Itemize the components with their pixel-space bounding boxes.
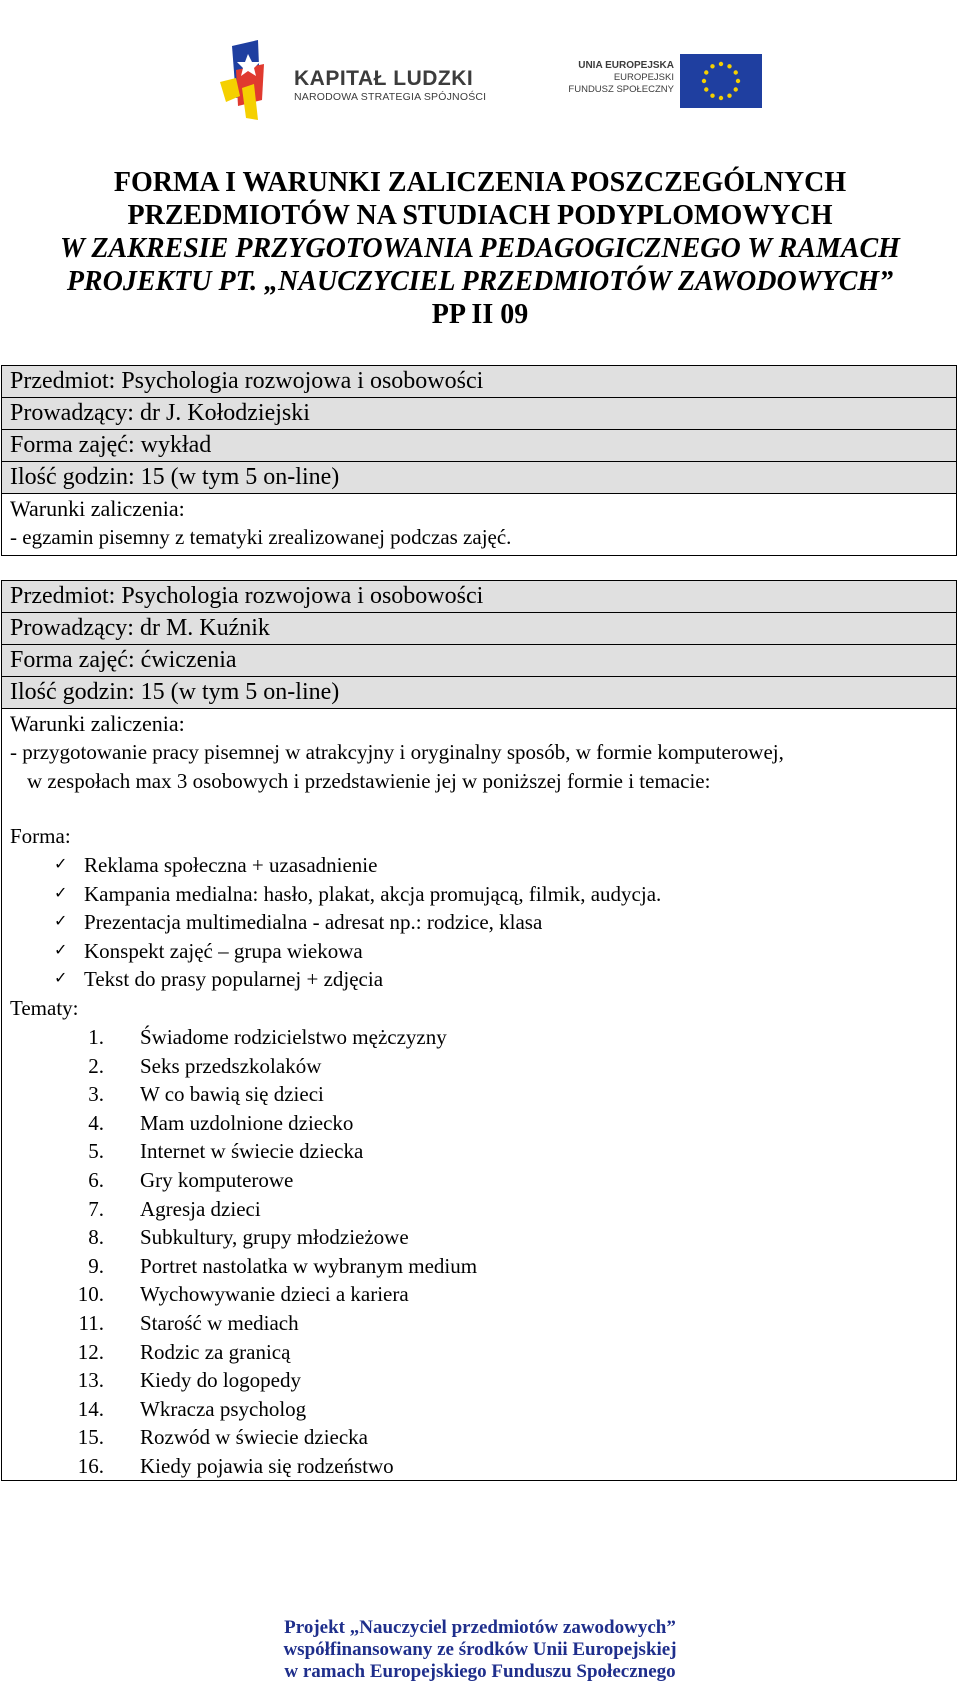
checkmark-icon: ✓: [54, 884, 68, 902]
topic-item: [2, 1252, 956, 1281]
topic-number: 8.: [88, 1225, 104, 1250]
eu-star-icon: [704, 70, 708, 74]
topic-item: [2, 1452, 956, 1481]
topic-item: [2, 1166, 956, 1195]
topic-text: Internet w świecie dziecka: [140, 1139, 364, 1164]
topic-item: [2, 1395, 956, 1424]
topic-number: 4.: [88, 1110, 104, 1135]
footer: [0, 1617, 960, 1683]
checkmark-icon: ✓: [54, 856, 68, 873]
eu-logo: [566, 54, 766, 108]
form-item-text: Reklama społeczna + uzasadnienie: [84, 853, 378, 877]
eu-flag-icon: [680, 54, 762, 108]
topic-number: 7.: [88, 1196, 104, 1221]
topic-item: [2, 1366, 956, 1395]
topic-item: [2, 1052, 956, 1081]
topic-text: Świadome rodzicielstwo mężczyzny: [140, 1024, 447, 1049]
footer-line2: współfinansowany ze środków Unii Europejskiej: [283, 1639, 677, 1660]
topic-number: 13.: [77, 1368, 104, 1393]
eu-star-icon: [727, 64, 731, 68]
course2-conditions-line1: - przygotowanie pracy pisemnej w atrakcyjny i oryginalny sposób, w formie komputerowej,: [10, 740, 784, 764]
eu-star-icon: [702, 79, 706, 83]
course1-subject: Przedmiot: Psychologia rozwojowa i osobowości: [2, 366, 956, 398]
eu-line3: FUNDUSZ SPOŁECZNY: [568, 84, 674, 95]
topic-item: [2, 1280, 956, 1309]
title-line3: W ZAKRESIE PRZYGOTOWANIA PEDAGOGICZNEGO W RAMACH: [60, 233, 900, 264]
course2-form: Forma zajęć: ćwiczenia: [2, 645, 956, 677]
course-box-2: [1, 580, 957, 1481]
course1-conditions: - egzamin pisemny z tematyki zrealizowanej podczas zajęć.: [10, 525, 512, 549]
topic-text: Agresja dzieci: [140, 1196, 261, 1221]
topic-text: Gry komputerowe: [140, 1167, 294, 1192]
forms-list: [2, 851, 956, 994]
course2-tematy-label: Tematy:: [10, 995, 79, 1020]
eu-text: [566, 60, 674, 96]
topic-number: 2.: [88, 1053, 104, 1078]
topic-text: Wychowywanie dzieci a kariera: [140, 1282, 409, 1307]
title-line2: PRZEDMIOTÓW NA STUDIACH PODYPLOMOWYCH: [127, 200, 833, 231]
checkmark-icon: ✓: [54, 970, 68, 988]
course2-subject: Przedmiot: Psychologia rozwojowa i osobowości: [2, 581, 956, 613]
topic-item: [2, 1195, 956, 1224]
topic-item: [2, 1080, 956, 1109]
course2-forma-label: Forma:: [10, 824, 71, 848]
course1-conditions-label: Warunki zaliczenia:: [10, 496, 185, 521]
topic-item: [2, 1023, 956, 1052]
form-item-text: Tekst do prasy popularnej + zdjęcia: [84, 967, 384, 992]
form-item-text: Prezentacja multimedialna - adresat np.: rodzice, klasa: [84, 910, 543, 935]
course2-conditions-line2: w zespołach max 3 osobowych i przedstawienie jej w poniższej formie i temacie:: [27, 769, 711, 793]
form-item: [2, 908, 956, 937]
topic-text: Subkultury, grupy młodzieżowe: [140, 1225, 409, 1250]
eu-star-icon: [734, 70, 738, 74]
topic-number: 16.: [77, 1453, 104, 1478]
kapital-ludzki-text: [294, 68, 486, 104]
kapital-ludzki-subtitle: NARODOWA STRATEGIA SPÓJNOŚCI: [294, 91, 487, 103]
form-item: [2, 965, 956, 994]
page-title: [20, 166, 940, 331]
kapital-ludzki-mark-icon: [218, 40, 278, 120]
topic-text: Rozwód w świecie dziecka: [140, 1425, 368, 1450]
header-logos: [0, 40, 960, 120]
course-box-1: [1, 365, 957, 556]
topic-text: Mam uzdolnione dziecko: [140, 1110, 354, 1135]
topic-text: Kiedy pojawia się rodzeństwo: [140, 1453, 394, 1478]
kapital-ludzki-logo: [218, 40, 498, 120]
topic-number: 11.: [78, 1310, 104, 1335]
topic-number: 15.: [77, 1425, 104, 1450]
course2-teacher: Prowadzący: dr M. Kuźnik: [2, 613, 956, 645]
topic-number: 1.: [88, 1024, 104, 1049]
topic-item: [2, 1137, 956, 1166]
course2-hours: Ilość godzin: 15 (w tym 5 on-line): [2, 677, 956, 709]
topic-text: Kiedy do logopedy: [140, 1368, 301, 1393]
topic-text: W co bawią się dzieci: [140, 1082, 324, 1107]
eu-star-icon: [704, 87, 708, 91]
topic-number: 5.: [88, 1139, 104, 1164]
eu-line1: UNIA EUROPEJSKA: [578, 60, 674, 71]
checkmark-icon: ✓: [54, 913, 68, 931]
topic-item: [2, 1109, 956, 1138]
form-item: [2, 880, 956, 909]
eu-star-icon: [727, 94, 731, 98]
topic-item: [2, 1423, 956, 1452]
form-item-text: Kampania medialna: hasło, plakat, akcja promującą, filmik, audycja.: [84, 881, 662, 906]
title-line4: PROJEKTU PT. „NAUCZYCIEL PRZEDMIOTÓW ZAWODOWYCH”: [66, 266, 894, 297]
topic-number: 9.: [88, 1253, 104, 1278]
topic-number: 14.: [77, 1396, 104, 1421]
title-line1: FORMA I WARUNKI ZALICZENIA POSZCZEGÓLNYCH: [113, 167, 847, 198]
course1-hours: Ilość godzin: 15 (w tym 5 on-line): [2, 462, 956, 494]
course2-conditions-label: Warunki zaliczenia:: [10, 711, 185, 736]
topic-number: 3.: [88, 1082, 104, 1107]
form-item: [2, 851, 956, 880]
footer-line3: w ramach Europejskiego Funduszu Społecznego: [284, 1661, 676, 1682]
eu-star-icon: [710, 94, 714, 98]
topics-list: [2, 1023, 956, 1481]
topic-text: Seks przedszkolaków: [140, 1053, 322, 1078]
course1-teacher: Prowadzący: dr J. Kołodziejski: [2, 398, 956, 430]
title-line5: PP II 09: [431, 299, 529, 330]
eu-star-icon: [719, 96, 723, 100]
topic-number: 6.: [88, 1167, 104, 1192]
topic-number: 12.: [77, 1339, 104, 1364]
eu-star-icon: [734, 87, 738, 91]
topic-item: [2, 1338, 956, 1367]
topic-text: Portret nastolatka w wybranym medium: [140, 1253, 478, 1278]
form-item-text: Konspekt zajęć – grupa wiekowa: [84, 938, 363, 963]
footer-line1: Projekt „Nauczyciel przedmiotów zawodowych”: [284, 1617, 676, 1638]
topic-text: Starość w mediach: [140, 1310, 299, 1335]
form-item: [2, 937, 956, 966]
topic-number: 10.: [77, 1282, 104, 1307]
topic-text: Rodzic za granicą: [140, 1339, 291, 1364]
topic-item: [2, 1309, 956, 1338]
checkmark-icon: ✓: [54, 941, 68, 959]
topic-item: [2, 1223, 956, 1252]
topic-text: Wkracza psycholog: [140, 1396, 307, 1421]
eu-line2: EUROPEJSKI: [613, 72, 674, 83]
eu-star-icon: [719, 62, 723, 66]
kapital-ludzki-title: KAPITAŁ LUDZKI: [294, 67, 474, 90]
eu-star-icon: [736, 79, 740, 83]
eu-star-icon: [710, 64, 714, 68]
course1-form: Forma zajęć: wykład: [2, 430, 956, 462]
